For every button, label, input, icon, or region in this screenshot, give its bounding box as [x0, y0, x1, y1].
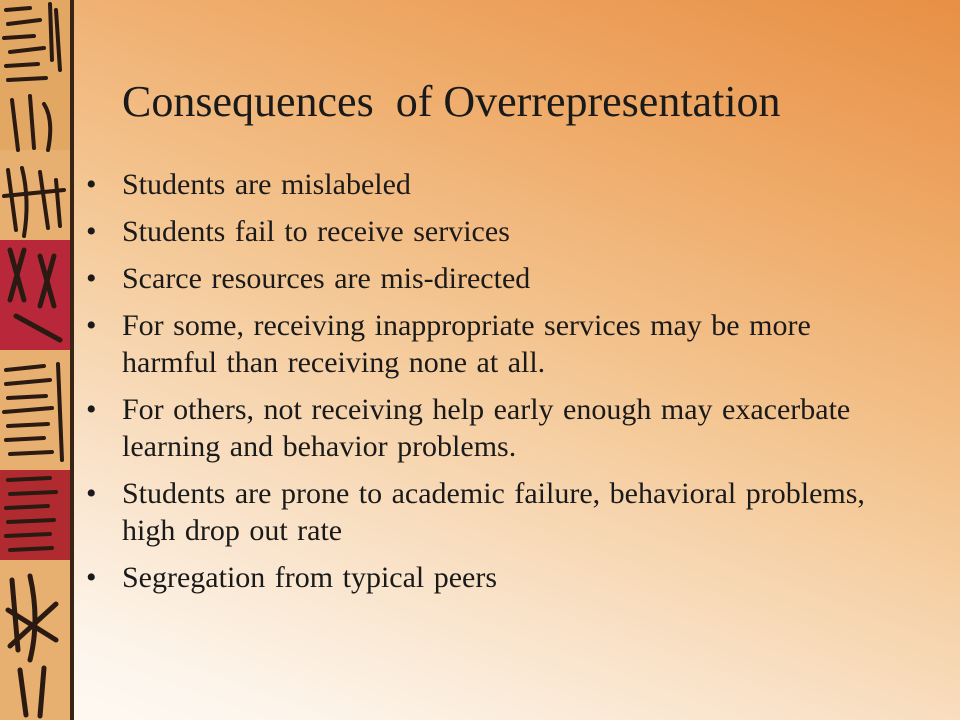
bullet-text: Segregation from typical peers — [122, 561, 498, 594]
bullet-text: Students are mislabeled — [122, 168, 411, 201]
slide-title: Consequences of Overrepresentation — [122, 77, 781, 126]
bullet-dot: • — [86, 561, 97, 594]
bullet-item — [86, 213, 906, 250]
bullet-text: For others, not receiving help early enough may exacerbate learning and behavior problems. — [122, 393, 851, 463]
bullet-item — [86, 307, 906, 381]
bullet-item — [86, 559, 906, 596]
bullet-item — [86, 391, 906, 465]
bullet-dot: • — [86, 393, 97, 426]
bullet-text: Students fail to receive services — [122, 215, 510, 248]
bullet-dot: • — [86, 262, 97, 295]
bullet-item — [86, 475, 906, 549]
decorative-tribal-border — [0, 0, 74, 720]
bullet-dot: • — [86, 215, 97, 248]
bullet-text: Students are prone to academic failure, behavioral problems, high drop out rate — [122, 477, 865, 547]
bullet-text: For some, receiving inappropriate services may be more harmful than receiving none at all. — [122, 309, 811, 379]
bullet-text: Scarce resources are mis-directed — [122, 262, 531, 295]
bullet-item — [86, 166, 906, 203]
bullet-dot: • — [86, 309, 97, 342]
bullet-dot: • — [86, 477, 97, 510]
bullet-dot: • — [86, 168, 97, 201]
bullet-item — [86, 260, 906, 297]
bullet-list — [86, 166, 906, 606]
